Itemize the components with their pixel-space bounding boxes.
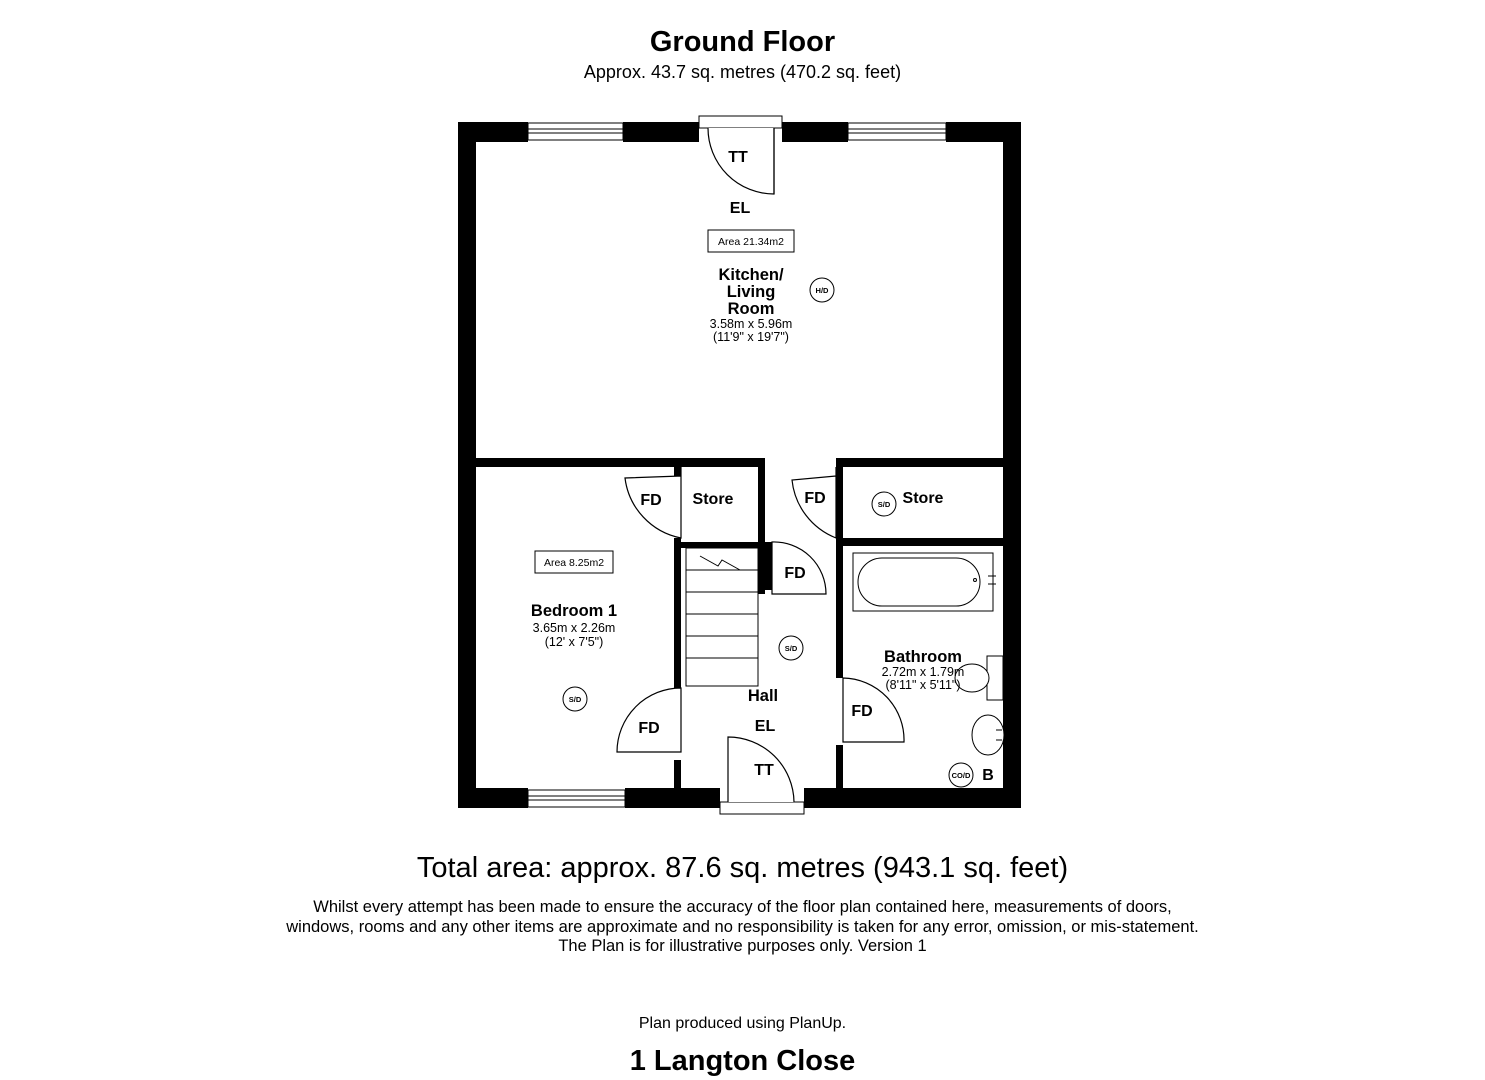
smoke-detector-icon-bedroom: [563, 687, 587, 711]
bathroom-name: Bathroom: [884, 648, 962, 666]
bedroom-dimensions-metric: 3.65m x 2.26m: [532, 621, 616, 635]
svg-text:S/D: S/D: [784, 644, 798, 653]
kitchen-name-line-2: Living: [726, 283, 776, 301]
floor-title: Ground Floor: [649, 26, 836, 58]
fd-label-bathroom: FD: [851, 703, 873, 720]
producer-credit: Plan produced using PlanUp.: [638, 1015, 847, 1032]
fd-label-store-right: FD: [804, 490, 826, 507]
fd-label-store-left: FD: [640, 492, 662, 509]
disclaimer-line-1: Whilst every attempt has been made to ensure the accuracy of the floor plan contained here, measurements of doors,: [313, 898, 1172, 916]
disclaimer: [0, 898, 1485, 957]
disclaimer-line-3: The Plan is for illustrative purposes only. Version 1: [558, 937, 927, 955]
bathroom-dimensions-imperial: (8'11" x 5'11"): [885, 678, 961, 692]
smoke-detector-icon-hall: [779, 636, 803, 660]
kitchen-dimensions-metric: 3.58m x 5.96m: [709, 317, 793, 331]
window-top-left: [528, 123, 623, 140]
bathroom-dimensions-metric: 2.72m x 1.79m: [881, 665, 965, 679]
total-area: Total area: approx. 87.6 sq. metres (943.1 sq. feet): [416, 852, 1069, 884]
el-label-top: EL: [729, 200, 751, 217]
store-left-name: Store: [692, 491, 734, 508]
door-frame-bottom: [720, 802, 804, 814]
bedroom-dimensions-imperial: (12' x 7'5"): [544, 635, 604, 649]
kitchen-name-line-1: Kitchen/: [718, 266, 784, 284]
svg-text:H/D: H/D: [815, 286, 829, 295]
svg-text:S/D: S/D: [568, 695, 582, 704]
kitchen-name-line-3: Room: [727, 300, 775, 318]
fd-label-bedroom: FD: [638, 720, 660, 737]
basin: [972, 715, 1004, 755]
disclaimer-line-2: windows, rooms and any other items are approximate and no responsibility is taken for any error, omission, or mis-statement.: [286, 917, 1199, 936]
hall-name: Hall: [747, 687, 779, 705]
tt-label-top: TT: [728, 149, 748, 166]
heat-detector-icon: [810, 278, 834, 302]
fd-label-hall: FD: [784, 565, 806, 582]
tt-label-bottom: TT: [754, 762, 774, 779]
bedroom-area-label: Area 8.25m2: [543, 557, 605, 569]
kitchen-area-label: Area 21.34m2: [718, 236, 784, 248]
bath-tub: [853, 553, 996, 611]
floor-area-subtitle: Approx. 43.7 sq. metres (470.2 sq. feet): [583, 62, 902, 82]
door-frame-top: [699, 116, 782, 128]
store-right-name: Store: [902, 490, 944, 507]
smoke-detector-icon-store: [872, 492, 896, 516]
staircase: [686, 548, 758, 686]
svg-text:CO/D: CO/D: [951, 771, 971, 780]
co-detector-icon: [949, 763, 973, 787]
boiler-label: B: [982, 767, 994, 784]
window-top-right: [848, 123, 946, 140]
property-address: 1 Langton Close: [629, 1045, 856, 1077]
el-label-hall: EL: [754, 718, 776, 735]
svg-text:S/D: S/D: [877, 500, 891, 509]
bedroom-name: Bedroom 1: [530, 602, 618, 620]
window-bottom-left: [528, 790, 625, 807]
kitchen-dimensions-imperial: (11'9" x 19'7"): [713, 330, 789, 344]
